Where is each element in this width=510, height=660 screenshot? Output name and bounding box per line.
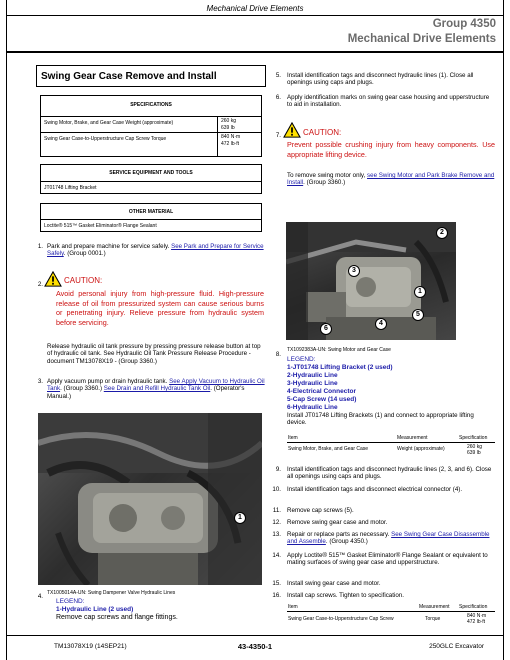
- step-6-number: 6.: [275, 94, 281, 101]
- photo-left-callout-1: 1: [234, 512, 246, 524]
- other-rule: [41, 219, 261, 220]
- photo-right-callout-5: 5: [412, 309, 424, 321]
- caution-warning-icon-2: [283, 122, 301, 138]
- step-5-number: 5.: [275, 72, 281, 79]
- specifications-table: [40, 95, 262, 157]
- swing-dampener-photo: [38, 413, 262, 585]
- photo-right-callout-6: 6: [320, 323, 332, 335]
- caution-label-2: CAUTION:: [303, 128, 342, 137]
- step-3-tail: . (Operator's Manual.): [47, 385, 245, 400]
- table2-item: Swing Gear Case-to-Upperstructure Cap Screw: [288, 616, 394, 622]
- step-16-text: Install cap screws. Tighten to specification.: [287, 592, 404, 599]
- step-4-number: 4.: [37, 593, 43, 600]
- remove-text: To remove swing motor only,: [287, 172, 366, 179]
- photo-right-callout-2: 2: [436, 227, 448, 239]
- step-11-number: 11.: [272, 507, 281, 514]
- step-12-text: Remove swing gear case and motor.: [287, 519, 388, 526]
- step-6-text: Apply identification marks on swing gear case housing and upperstructure to aid in installation.: [287, 94, 490, 109]
- right-legend-item-5: 5-Cap Screw (14 used): [287, 396, 357, 403]
- right-legend-item-4: 4-Electrical Connector: [287, 388, 356, 395]
- footer-doc-id: TM13078X19 (14SEP21): [54, 643, 127, 650]
- right-legend-label: LEGEND:: [287, 356, 316, 363]
- step-3: [47, 378, 267, 400]
- left-legend-label: LEGEND:: [56, 598, 85, 605]
- table2-rule: [287, 611, 495, 612]
- step-16-number: 16.: [272, 592, 281, 599]
- photo-right-callout-3: 3: [348, 265, 360, 277]
- table2-measurement: Torque: [425, 616, 441, 622]
- photo-right-callout-4: 4: [375, 318, 387, 330]
- right-legend-item-1: 1-JT01748 Lifting Bracket (2 used): [287, 364, 393, 371]
- torque-spec-table: [287, 603, 495, 627]
- step-10-number: 10.: [272, 486, 281, 493]
- step-13: [287, 531, 495, 546]
- step-1: [47, 243, 267, 258]
- caution-label-1: CAUTION:: [64, 276, 103, 285]
- tools-heading: SERVICE EQUIPMENT AND TOOLS: [109, 170, 193, 176]
- right-legend-item-6: 6-Hydraulic Line: [287, 404, 338, 411]
- tools-item: JT01748 Lifting Bracket: [44, 185, 97, 191]
- left-figure-caption: TX1005014A-UN: Swing Dampener Valve Hydraulic Lines: [47, 590, 176, 596]
- spec-row-1-v2: 639 lb: [221, 125, 235, 131]
- spec-row-2-label: Swing Gear Case-to-Upperstructure Cap Screw Torque: [44, 136, 167, 142]
- group-title: Mechanical Drive Elements: [347, 33, 496, 45]
- other-material-heading: OTHER MATERIAL: [128, 209, 174, 215]
- weight-spec-table: [287, 434, 495, 458]
- spec-col-rule: [217, 116, 218, 156]
- table1-header-specification: Specification: [459, 435, 488, 441]
- remove-swing-motor-note: [287, 172, 495, 187]
- table1-item: Swing Motor, Brake, and Gear Case: [288, 446, 369, 452]
- step-9-text: Install identification tags and disconnect hydraulic lines (2, 3, and 6). Close all openings using caps and plugs.: [287, 466, 492, 481]
- table1-header-measurement: Measurement: [397, 435, 428, 441]
- swing-motor-gear-case-photo: [286, 222, 456, 340]
- page-left-border: [6, 0, 7, 660]
- header-thick-rule: [6, 51, 503, 53]
- step-12-number: 12.: [272, 519, 281, 526]
- table2-header-measurement: Measurement: [419, 604, 450, 610]
- remove-tail: . (Group 3360.): [303, 179, 346, 187]
- section-title: Swing Gear Case Remove and Install: [41, 71, 217, 82]
- step-11-text: Remove cap screws (5).: [287, 507, 354, 514]
- table2-value-lbft: 472 lb·ft: [467, 619, 486, 625]
- link-drain-refill[interactable]: See Drain and Refill Hydraulic Tank Oil: [103, 385, 211, 393]
- spec-row-1-label: Swing Motor, Brake, and Gear Case Weight (approximate): [44, 120, 174, 126]
- tools-table: [40, 164, 262, 194]
- other-material-item: Loctite® 515™ Gasket Eliminator® Flange Sealant: [44, 223, 157, 229]
- table2-header-item: Item: [288, 604, 298, 610]
- step-15-text: Install swing gear case and motor.: [287, 580, 381, 587]
- step-8-number: 8.: [275, 351, 281, 358]
- group-number: Group 4350: [432, 18, 496, 30]
- table1-rule: [287, 442, 495, 443]
- step-9-number: 9.: [275, 466, 281, 473]
- caution-text-2: Prevent possible crushing injury from heavy components. Use appropriate lifting device.: [287, 140, 495, 159]
- other-material-table: [40, 203, 262, 232]
- step-13-text: Repair or replace parts as necessary.: [287, 531, 390, 538]
- table1-measurement: Weight (approximate): [397, 446, 445, 452]
- table2-header-specification: Specification: [459, 604, 488, 610]
- running-title: Mechanical Drive Elements: [206, 4, 304, 13]
- step-3-text: Apply vacuum pump or drain hydraulic tank.: [47, 378, 168, 385]
- right-figure-caption: TX1092383A-UN: Swing Motor and Gear Case: [287, 347, 391, 353]
- spec-rule-1: [41, 116, 261, 117]
- step-10-text: Install identification tags and disconnect electrical connector (4).: [287, 486, 463, 493]
- photo-right-callout-1: 1: [414, 286, 426, 298]
- step-1-number: 1.: [37, 243, 43, 250]
- step-1-tail: . (Group 0001.): [63, 250, 106, 258]
- footer-model: 250GLC Excavator: [429, 643, 484, 650]
- specifications-heading: SPECIFICATIONS: [130, 102, 172, 108]
- step-8-text: Install JT01748 Lifting Brackets (1) and connect to appropriate lifting device.: [287, 412, 474, 427]
- swing-dampener-illustration: [38, 413, 262, 585]
- caution-text-1: Avoid personal injury from high-pressure fluid. High-pressure release of oil from pressurized system can cause serious burns or penetrating injury. Relieve pressure from hydraulic system before servicing.: [56, 289, 264, 327]
- step-13-tail: . (Group 4350.): [325, 538, 368, 546]
- right-legend-item-2: 2-Hydraulic Line: [287, 372, 338, 379]
- step-4-text: Remove cap screws and flange fittings.: [56, 614, 178, 621]
- left-legend-item-1: 1-Hydraulic Line (2 used): [56, 606, 134, 613]
- swing-motor-illustration: [286, 222, 456, 340]
- caution-warning-icon: [44, 271, 62, 287]
- tools-rule: [41, 181, 261, 182]
- step-3-number: 3.: [37, 378, 43, 385]
- step-2-number: 2.: [37, 281, 43, 288]
- step-14-text: Apply Loctite® 515™ Gasket Eliminator® Flange Sealant or equivalent to mating surfaces of swing gear case and upperstructure.: [287, 552, 488, 567]
- spec-rule-2: [41, 132, 261, 133]
- link-gear-case-disassemble[interactable]: See Swing Gear Case Disassemble and Assemble: [287, 531, 490, 546]
- spec-row-2-v1: 840 N·m: [221, 134, 241, 140]
- step-1-text: Park and prepare machine for service safely.: [47, 243, 170, 250]
- step-5-text: Install identification tags and disconnect hydraulic lines (1). Close all openings using caps and plugs.: [287, 72, 474, 87]
- step-14-number: 14.: [272, 552, 281, 559]
- spec-row-2-v2: 472 lb·ft: [221, 141, 240, 147]
- step-13-number: 13.: [272, 531, 281, 538]
- header-rule: [6, 15, 503, 16]
- link-swing-motor-park-brake[interactable]: see Swing Motor and Park Brake Remove and Install: [287, 172, 495, 187]
- section-title-box: [36, 65, 266, 87]
- spec-row-1-v1: 260 kg: [221, 118, 237, 124]
- right-legend-item-3: 3-Hydraulic Line: [287, 380, 338, 387]
- table1-value-lb: 639 lb: [467, 450, 481, 456]
- step-15-number: 15.: [272, 580, 281, 587]
- step-7-number: 7.: [275, 132, 281, 139]
- step-3-mid: . (Group 3360.): [60, 385, 103, 393]
- link-park-prepare[interactable]: See Park and Prepare for Service Safely: [47, 243, 264, 258]
- table1-header-item: Item: [288, 435, 298, 441]
- table1-value-kg: 260 kg: [467, 444, 483, 450]
- page-right-border: [503, 0, 504, 660]
- table2-value-nm: 840 N·m: [467, 613, 487, 619]
- footer-page-number: 43-4350-1: [237, 642, 273, 651]
- footer-rule: [6, 635, 503, 636]
- release-text: Release hydraulic oil tank pressure by pressing pressure release button at top of hydraulic oil tank. See Hydraulic Oil Tank Pressure Release Procedure - document TM13078X19 - (Group 3360.): [47, 343, 261, 365]
- link-apply-vacuum[interactable]: See Apply Vacuum to Hydraulic Oil Tank: [47, 378, 265, 393]
